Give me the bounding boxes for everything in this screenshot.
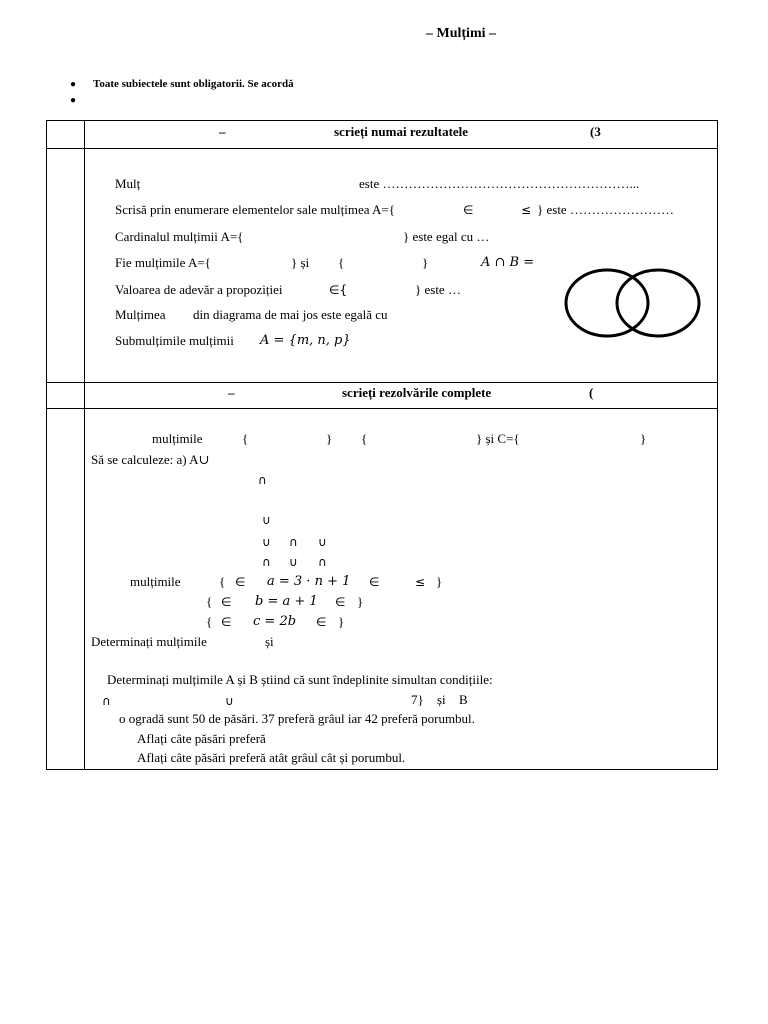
formula-a: a = 3 · n + 1 — [267, 574, 351, 589]
s1-line2-b: } este …………………… — [537, 202, 674, 217]
section1-points: (3 — [590, 124, 601, 139]
intersection-formula: A ∩ B = — [481, 255, 535, 270]
s2-determine: Determinați mulțimile — [91, 634, 207, 649]
union-symbol: ∪ — [289, 555, 298, 569]
union-symbol: ∪ — [318, 535, 327, 549]
union-symbol: ∪ — [262, 513, 271, 527]
union-symbol: ∪ — [225, 694, 234, 708]
section1-heading: scrieți numai rezultatele — [334, 124, 469, 139]
element-of-symbol: ∈ — [221, 595, 232, 609]
s1-line3-a: Cardinalul mulțimii A={ — [115, 229, 244, 244]
s1-line4-a: Fie mulțimile A={ — [115, 255, 211, 270]
bullet-dot: ● — [70, 95, 77, 106]
s1-line6-a: Mulțimea — [115, 307, 166, 322]
s2-p4: Aflați câte păsări preferă — [137, 731, 266, 746]
table-divider — [46, 382, 718, 383]
venn-circle-right — [617, 270, 699, 336]
intersection-symbol: ∩ — [289, 535, 298, 549]
s2-m1-c: } — [326, 431, 333, 446]
s2-p2-c: 7} — [411, 692, 424, 707]
s1-line1-b: este …………………………………………………... — [359, 176, 640, 191]
element-of-symbol: ∈ — [221, 615, 232, 629]
formula-c: c = 2b — [253, 614, 297, 629]
s2-p1: Determinați mulțimile A și B știind că sunt îndeplinite simultan condițiile: — [107, 672, 493, 687]
s2-p2-d: și — [437, 692, 446, 707]
less-equal-symbol: ≤ — [521, 203, 532, 217]
set-formula: A = {m, n, p} — [260, 333, 351, 348]
s2-s3-b: { — [206, 614, 213, 629]
table-divider — [46, 408, 718, 409]
intersection-symbol: ∩ — [258, 473, 267, 487]
bullet-dot: ● — [70, 79, 77, 90]
element-of-symbol: ∈ — [335, 595, 346, 609]
s1-line7-a: Submulțimile mulțimii — [115, 333, 234, 348]
intersection-symbol: ∩ — [102, 694, 111, 708]
s1-line4-b: } și — [291, 255, 310, 270]
s1-line5-a: Valoarea de adevăr a propoziției — [115, 282, 283, 297]
s2-m1-d: { — [361, 431, 368, 446]
s1-line4-c: { — [338, 255, 345, 270]
table-divider — [46, 148, 718, 149]
s2-s2-b: { — [206, 594, 213, 609]
element-of-symbol: ∈{ — [329, 283, 348, 297]
section1-dash: – — [219, 124, 226, 139]
s2-p3: o ogradă sunt 50 de păsări. 37 preferă grâul iar 42 preferă porumbul. — [119, 711, 475, 726]
section2-heading: scrieți rezolvările complete — [342, 385, 492, 400]
s1-line5-b: } este … — [415, 282, 461, 297]
s2-m1-a: mulțimile — [152, 431, 203, 446]
less-equal-symbol: ≤ — [415, 575, 426, 589]
s2-determine-and: și — [265, 634, 274, 649]
s2-s1-a: mulțimile — [130, 574, 181, 589]
page-title: – Mulțimi – — [426, 26, 496, 41]
s1-line1-a: Mulț — [115, 176, 141, 191]
s2-p2-e: B — [459, 692, 468, 707]
formula-b: b = a + 1 — [255, 594, 318, 609]
element-of-symbol: ∈ — [369, 575, 380, 589]
element-of-symbol: ∈ — [235, 575, 246, 589]
intersection-symbol: ∩ — [262, 555, 271, 569]
union-symbol: ∪ — [262, 535, 271, 549]
s1-line4-d: } — [422, 255, 429, 270]
s2-s1-c: } — [436, 574, 443, 589]
section2-dash: – — [228, 385, 235, 400]
s2-m1-f: } — [640, 431, 647, 446]
element-of-symbol: ∈ — [463, 203, 474, 217]
s2-calc: Să se calculeze: a) A∪ — [91, 452, 210, 467]
s2-s2-c: } — [357, 594, 364, 609]
s1-line3-b: } este egal cu … — [403, 229, 490, 244]
intersection-symbol: ∩ — [318, 555, 327, 569]
table-column-divider — [84, 120, 85, 769]
s2-m1-e: } și C={ — [476, 431, 520, 446]
venn-circle-left — [566, 270, 648, 336]
s2-p5: Aflați câte păsări preferă atât grâul cât și porumbul. — [137, 750, 406, 765]
s1-line6-b: din diagrama de mai jos este egală cu — [193, 307, 388, 322]
s2-m1-b: { — [242, 431, 249, 446]
venn-diagram — [560, 264, 706, 340]
section2-points: ( — [589, 385, 594, 400]
s2-s1-b: { — [219, 574, 226, 589]
s2-s3-c: } — [338, 614, 345, 629]
element-of-symbol: ∈ — [316, 615, 327, 629]
note-line-1: Toate subiectele sunt obligatorii. Se acordă — [93, 78, 294, 90]
s1-line2-a: Scrisă prin enumerare elementelor sale mulțimea A={ — [115, 202, 395, 217]
